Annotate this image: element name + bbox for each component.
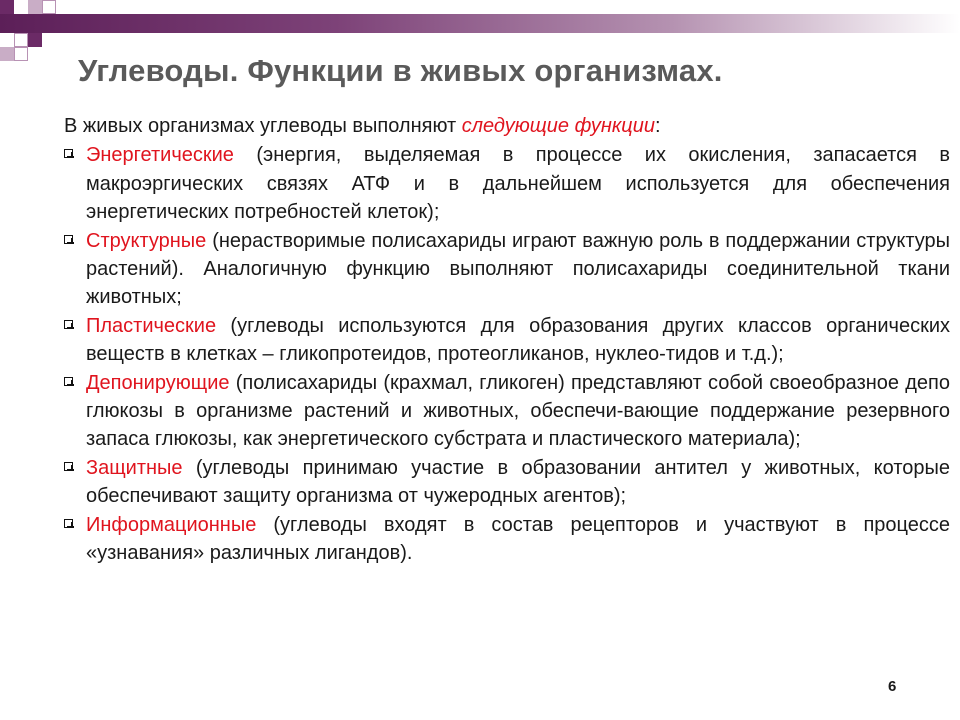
decor-square [28,0,42,14]
function-term: Информационные [86,513,257,536]
function-term: Структурные [86,229,207,252]
decor-square [42,0,56,14]
list-item [64,511,950,568]
decor-square [14,47,28,61]
function-description: (нерастворимые полисахариды играют важную роль в поддержании структуры растений). Аналогичную функцию выполняют полисахариды соединительной ткани животных; [86,229,950,309]
decor-square [28,33,42,47]
intro-highlight: следующие функции [461,115,655,137]
intro-paragraph [64,112,950,140]
function-description: (углеводы принимаю участие в образовании антител у животных, которые обеспечивают защиту организма от чужеродных агентов); [86,456,950,508]
function-term: Энергетические [86,144,234,167]
header-gradient-bar [0,14,960,33]
decor-square [14,33,28,47]
function-term: Пластические [86,314,217,337]
intro-colon: : [655,115,661,137]
slide-title: Углеводы. Функции в живых организмах. [78,53,723,88]
list-item [64,227,950,312]
list-item [64,141,950,226]
function-term: Защитные [86,456,183,479]
list-item [64,312,950,369]
function-description: (энергия, выделяемая в процессе их окисления, запасается в макроэргических связях АТФ и в дальнейшем используется для обеспечения энергетических потребностей клеток); [86,144,950,224]
decor-square [0,47,14,61]
slide-body [64,112,950,568]
list-item [64,454,950,511]
decor-square [0,0,14,14]
functions-list [64,141,950,567]
function-description: (углеводы используются для образования других классов органических веществ в клетках – гликопротеидов, протеогликанов, нуклео-тидов и т.д.); [86,314,950,366]
checkbox-bullet-icon [64,149,73,158]
page-number: 6 [888,678,897,695]
checkbox-bullet-icon [64,462,73,471]
checkbox-bullet-icon [64,377,73,386]
intro-text: В живых организмах углеводы выполняют [64,115,462,137]
function-description: (углеводы входят в состав рецепторов и участвуют в процессе «узнавания» различных лигандов). [86,513,950,565]
list-item [64,369,950,454]
function-term: Депонирующие [86,371,230,394]
checkbox-bullet-icon [64,235,73,244]
function-description: (полисахариды (крахмал, гликоген) представляют собой своеобразное депо глюкозы в организме растений и животных, обеспечи-вающие поддержание резервного запаса глюкозы, как энергетического субстрата и пластического материала); [86,371,950,451]
checkbox-bullet-icon [64,320,73,329]
checkbox-bullet-icon [64,519,73,528]
